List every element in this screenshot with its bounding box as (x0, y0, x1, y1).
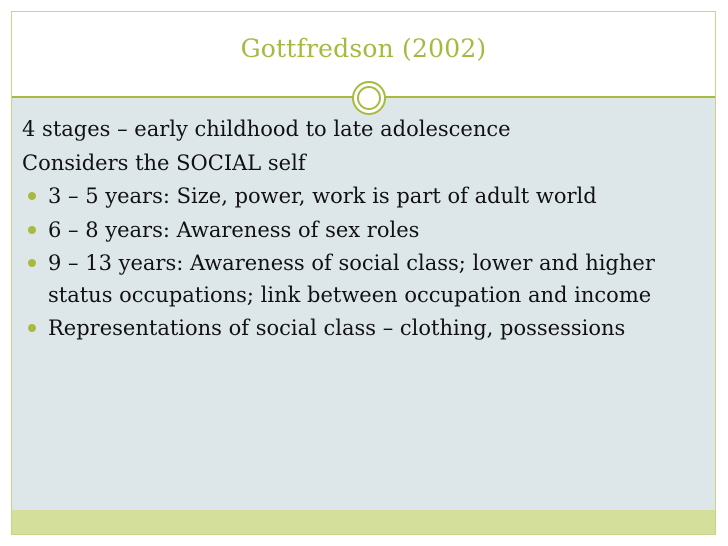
list-item-text: Representations of social class – clothing, possessions (48, 316, 626, 340)
list-item-text: 4 stages – early childhood to late adolescence (22, 117, 511, 141)
list-item (22, 148, 712, 180)
list-item (22, 313, 712, 345)
circle-ornament-inner (357, 86, 381, 110)
list-item-text: Considers the SOCIAL self (22, 150, 306, 175)
content-list (22, 114, 712, 347)
slide-title: Gottfredson (2002) (240, 34, 487, 63)
bullet-icon (28, 192, 36, 200)
circle-ornament-icon (352, 81, 386, 115)
bullet-icon (28, 324, 36, 332)
list-item-text: 3 – 5 years: Size, power, work is part of adult world (48, 184, 597, 208)
list-item-text: 9 – 13 years: Awareness of social class; lower and higher status occupations; link between occupation and income (48, 251, 655, 307)
bullet-icon (28, 226, 36, 234)
list-item-text: 6 – 8 years: Awareness of sex roles (48, 217, 420, 242)
list-item (22, 215, 712, 247)
list-item (22, 114, 712, 146)
bullet-icon (28, 259, 36, 267)
list-item (22, 248, 712, 311)
footer-bar (12, 510, 715, 534)
list-item (22, 181, 712, 213)
